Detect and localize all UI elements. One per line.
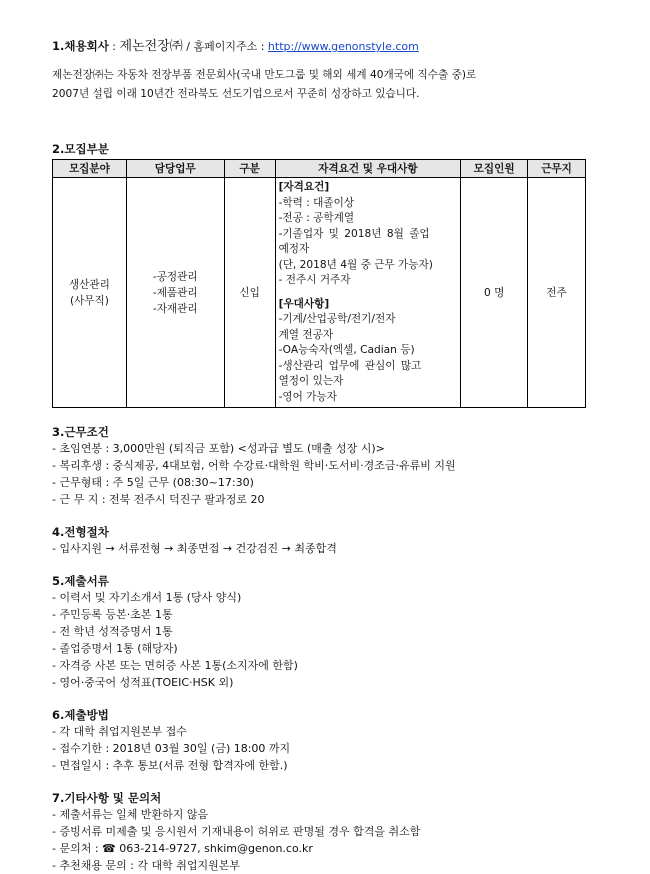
list-item: - 초임연봉 : 3,000만원 (퇴직금 포함) <성과급 별도 (매출 성장 시)> xyxy=(52,442,385,455)
cell-requirements xyxy=(275,178,461,408)
list-item: - 이력서 및 자기소개서 1통 (당사 양식) xyxy=(52,591,242,604)
cell-location: 전주 xyxy=(528,178,586,408)
process-section-title: 4.전형절차 xyxy=(52,525,109,539)
company-section-title: 1.채용회사 xyxy=(52,39,109,53)
cell-field xyxy=(53,178,127,408)
preference-line: -생산관리 업무에 관심이 많고 xyxy=(278,359,422,372)
company-intro xyxy=(52,66,592,104)
header-field: 모집분야 xyxy=(53,160,127,178)
duty-item: -공정관리 xyxy=(152,270,198,283)
preferences-heading: [우대사항] xyxy=(278,297,330,310)
header-headcount: 모집인원 xyxy=(461,160,528,178)
recruit-section-title: 2.모집부분 xyxy=(52,142,109,156)
list-item: - 증빙서류 미제출 및 응시원서 기재내용이 허위로 판명될 경우 합격을 취소함 xyxy=(52,825,421,838)
field-line: 생산관리 xyxy=(68,278,110,291)
cell-duties xyxy=(126,178,224,408)
homepage-label: / 홈페이지주소 : xyxy=(182,40,268,53)
intro-line: 제논전장㈜는 자동차 전장부품 전문회사(국내 만도그룹 및 해외 세계 40개국에 직수출 중)로 xyxy=(52,69,477,81)
list-item: - 면접일시 : 추후 통보(서류 전형 합격자에 한함.) xyxy=(52,759,288,772)
company-separator: : xyxy=(108,40,120,53)
cell-headcount: 0 명 xyxy=(461,178,528,408)
conditions-section-title: 3.근무조건 xyxy=(52,425,109,439)
requirement-line: - 전주시 거주자 xyxy=(278,274,351,286)
list-item: - 문의처 : ☎ 063-214-9727, shkim@genon.co.kr xyxy=(52,842,313,855)
duty-item: -자재관리 xyxy=(152,302,198,315)
header-type: 구분 xyxy=(224,160,275,178)
field-line: (사무직) xyxy=(69,294,109,307)
requirement-line: (단, 2018년 4월 중 근무 가능자) xyxy=(278,258,433,271)
list-item: - 접수기한 : 2018년 03월 30일 (금) 18:00 까지 xyxy=(52,742,291,755)
list-item: - 추천채용 문의 : 각 대학 취업지원본부 xyxy=(52,859,241,872)
homepage-link[interactable]: http://www.genonstyle.com xyxy=(267,40,419,53)
requirement-line: -기졸업자 및 2018년 8월 졸업 xyxy=(278,227,430,240)
requirements-heading: [자격요건] xyxy=(278,181,330,193)
table-row xyxy=(53,178,586,408)
preference-line: -영어 가능자 xyxy=(278,390,337,403)
requirement-line: 예정자 xyxy=(278,243,310,255)
list-item: - 자격증 사본 또는 면허증 사본 1통(소지자에 한함) xyxy=(52,659,298,672)
company-name: 제논전장㈜ xyxy=(119,39,183,54)
job-posting-page xyxy=(52,38,592,874)
method-section-title: 6.제출방법 xyxy=(52,708,109,722)
list-item: - 복리후생 : 중식제공, 4대보험, 어학 수강료·대학원 학비·도서비·경조금·유류비 지원 xyxy=(52,459,456,472)
list-item: - 각 대학 취업지원본부 접수 xyxy=(52,725,187,738)
intro-line: 2007년 설립 이래 10년간 전라북도 선도기업으로서 꾸준히 성장하고 있습니다. xyxy=(52,88,420,100)
recruit-table xyxy=(52,159,586,408)
requirement-line: -전공 : 공학계열 xyxy=(278,212,355,224)
header-location: 근무지 xyxy=(528,160,586,178)
documents-section-title: 5.제출서류 xyxy=(52,574,109,588)
list-item: - 영어·중국어 성적표(TOEIC·HSK 외) xyxy=(52,676,234,689)
cell-type: 신입 xyxy=(224,178,275,408)
duty-item: -제품관리 xyxy=(152,286,198,299)
requirement-line: -학력 : 대졸이상 xyxy=(278,196,355,209)
spacer xyxy=(279,289,458,297)
table-header-row xyxy=(53,160,586,178)
list-item: - 근 무 지 : 전북 전주시 덕진구 팔과정로 20 xyxy=(52,493,265,506)
list-item: - 전 학년 성적증명서 1통 xyxy=(52,625,173,638)
header-requirements: 자격요건 및 우대사항 xyxy=(275,160,461,178)
list-item: - 입사지원 → 서류전형 → 최종면접 → 건강검진 → 최종합격 xyxy=(52,542,337,555)
list-item: - 근무형태 : 주 5일 근무 (08:30~17:30) xyxy=(52,476,254,489)
preference-line: -기계/산업공학/전기/전자 xyxy=(278,313,396,325)
preference-line: -OA능숙자(엑셀, Cadian 등) xyxy=(278,344,415,356)
company-line xyxy=(52,38,592,56)
header-duties: 담당업무 xyxy=(126,160,224,178)
list-item: - 제출서류는 일체 반환하지 않음 xyxy=(52,808,209,821)
etc-section-title: 7.기타사항 및 문의처 xyxy=(52,791,162,805)
list-item: - 졸업증명서 1통 (해당자) xyxy=(52,642,178,655)
preference-line: 계열 전공자 xyxy=(278,328,334,341)
list-item: - 주민등록 등본·초본 1통 xyxy=(52,608,173,621)
preference-line: 열정이 있는자 xyxy=(278,375,344,387)
